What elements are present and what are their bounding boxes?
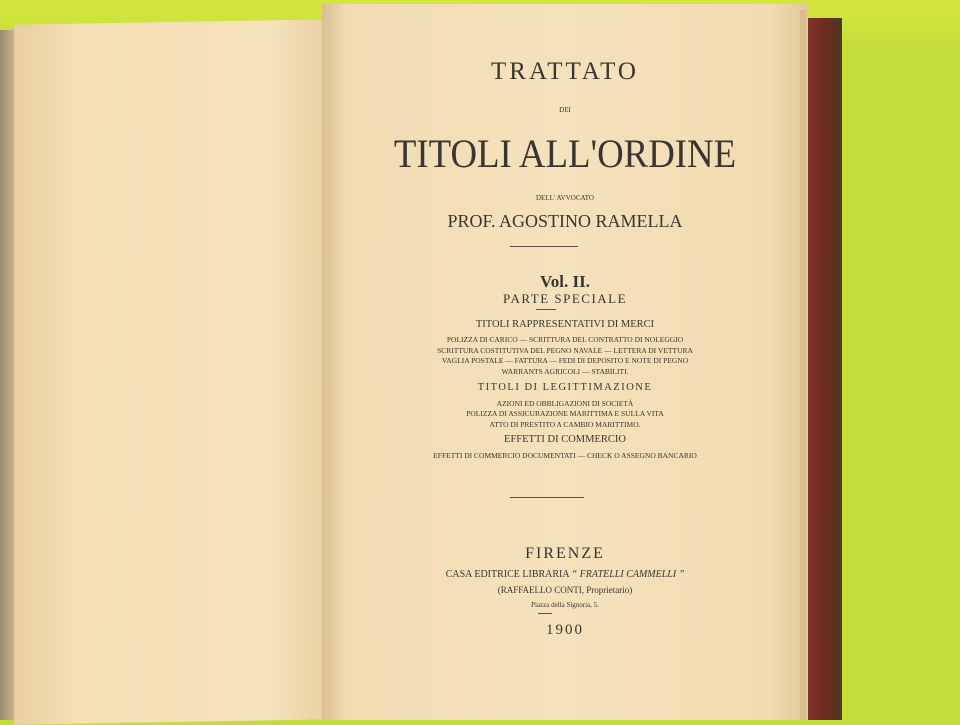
left-page-blank [14,19,332,725]
section-heading: TITOLI DI LEGITTIMAZIONE [477,382,653,393]
ornament-rule [510,497,584,498]
title-top: TRATTATO [491,58,639,85]
section-heading: EFFETTI DI COMMERCIO [504,434,626,445]
author: PROF. AGOSTINO RAMELLA [447,211,683,231]
page-edge [800,10,806,720]
divider-small [536,309,556,310]
section-line: POLIZZA DI CARICO — SCRITTURA DEL CONTRATTO DI NOLEGGIO [446,335,684,344]
section-line: POLIZZA DI ASSICURAZIONE MARITTIMA E SULLA VITA [466,409,664,418]
section-line: AZIONI ED OBBLIGAZIONI DI SOCIETÀ [496,399,634,408]
title-dei: DEI [559,106,571,114]
section-line: EFFETTI DI COMMERCIO DOCUMENTATI — CHECK O ASSEGNO BANCARIO [433,451,697,460]
section-line: ATTO DI PRESTITO A CAMBIO MARITTIMO. [489,420,641,429]
title-main: TITOLI ALL'ORDINE [393,131,737,176]
section-line: VAGLIA POSTALE — FATTURA — FEDI DI DEPOSITO E NOTE DI PEGNO [441,356,689,365]
section-line: WARRANTS AGRICOLI — STABILITI. [501,367,629,376]
publisher-name: “ FRATELLI CAMMELLI ” [571,569,685,580]
divider-small [538,613,552,614]
section-line: SCRITTURA COSTITUTIVA DEL PEGNO NAVALE — LETTERA DI VETTURA [437,346,693,355]
author-prefix: DELL' AVVOCATO [536,194,594,202]
part: PARTE SPECIALE [502,291,628,306]
proprietor: (RAFFAELLO CONTI, Proprietario) [497,585,633,595]
publisher-line [322,569,808,580]
volume: Vol. II. [540,272,590,291]
divider [510,246,578,247]
year: 1900 [546,622,584,638]
address: Piazza della Signoria, 5. [531,601,599,609]
publisher: CASA EDITRICE LIBRARIA [445,569,570,580]
city: FIRENZE [525,545,605,562]
section-heading: TITOLI RAPPRESENTATIVI DI MERCI [475,319,655,330]
